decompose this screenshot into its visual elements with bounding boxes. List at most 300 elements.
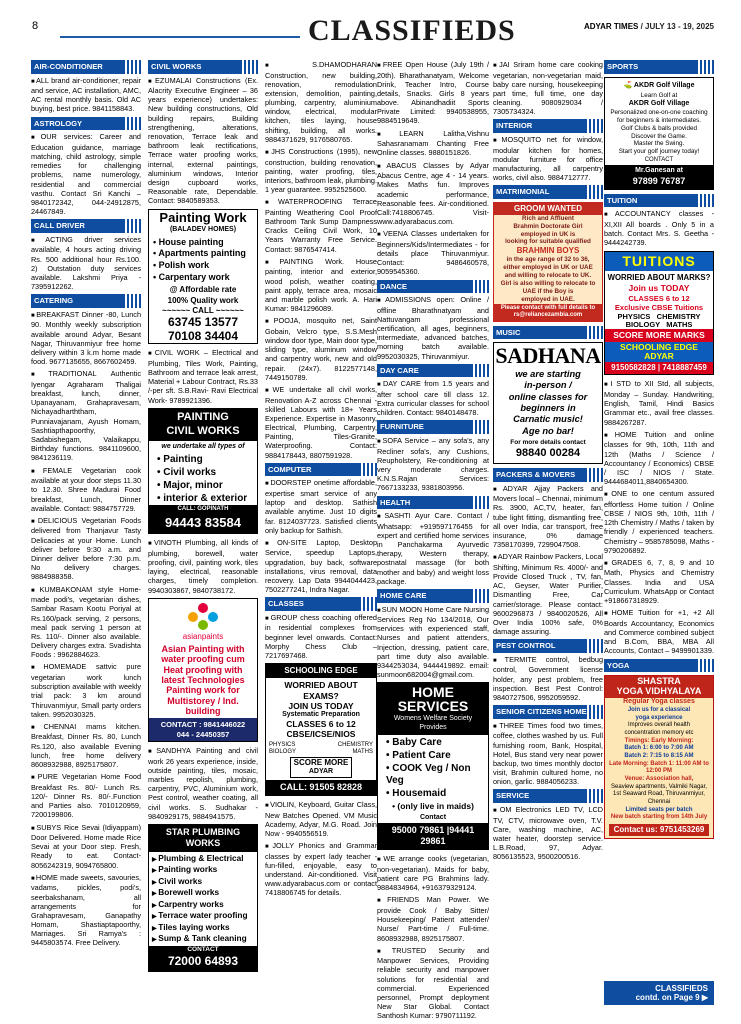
ad-brand [605,342,713,363]
ad-title: HOME SERVICES [378,683,488,715]
ad-line: Systematic Preparation [282,710,360,718]
section-header: FURNITURE [377,420,489,434]
classified-block [377,280,489,361]
classified-block [493,60,603,116]
classified-ad-text: ■ SANDHYA Painting and civil work 26 years experience, inside, outside painting, tiles, mosaic, marbles repolish, plumbing, carpentry, PVC, Aluminium work, Pest control, weather coating, all civil works. S. Sudhakar - 9840929175, 9884941575. [148,746,258,821]
ad-tagline: SCORE MORE MARKS [605,329,713,342]
ad-line: beginners in [520,403,576,414]
ad-line: CBSE/ICSE/NIOS [286,729,356,740]
publication-name: ADYAR TIMES [583,22,639,31]
classified-ad-text: ■ OUR services: Career and Education guidance, marriage matching, child astrology, simple remedies for challenging problems, name numerology, residential and commercial vasthu. Contact Sri Kanchi – 9840172342, 044-24912875, 24467849. [31,132,141,216]
continued-on-page-link[interactable] [604,981,714,1005]
ad-tagline-text: SCORE MORE [293,757,349,767]
classified-block [265,800,377,898]
ad-list-item: • Civil works [157,466,249,479]
classified-ad-text: ■ HOME Tuition for +1, +2 All Boards Accountancy, Economics and Commerce combined subject and B.Com, BBA, MBA All Accounts, Contact – 9499901339. [604,608,714,655]
classified-ad [377,161,489,227]
classified-ad-text: ■ OM Electronics LED TV, LCD TV, CTV, microwave oven, T.V. Care, washing machine, AC, water heater, doorstep service. L.B.Road, 97, Adyar. 8056135523, 9500200516. [493,805,603,861]
classified-ad-text: ■ CIVIL WORK – Electrical and Plumbing, Tiles Work, Painting, Bathroom and terrace leak arrest, Material + Labour Contract, Rs.33 /-per sft. S.B.Ravi- Ravi Electrical Work- 9789921396. [148,348,258,404]
classified-ad [265,316,377,382]
footer-contd: contd. on Page 9 ▶ [635,993,708,1003]
column-6 [604,58,714,843]
ad-title [605,676,713,698]
classified-ad-text: ■ HOME made sweets, savouries, vadams, pickles, podi's, seerbakshanam, all arrangements for Grahapravesam, Ganapathy Homam, Shastiaptapoorthy, Marriages. Sri Ramya's : 9445803574. Free Delivery. [31,873,141,948]
classified-ad-text: ■ ADYAR Ajjay Packers and Movers local – Chennai, minimum Rs. 3900, AC,TV, heater, fan, tube light fitting, dismantling free, all over India, car transport, free insurance, 0% damage 7358170399, 7299047508. [493,484,603,550]
footer-label: CLASSIFIEDS [655,984,708,993]
classified-ad [493,655,603,702]
ad-list-item: • Painting [157,453,249,466]
ad-title: SCHOOLING EDGE [266,664,376,678]
classified-ad [377,60,489,126]
ad-body [266,678,376,741]
classified-ad-text: ■ SUBYS Rice Sevai (Idiyappam) Door Delivered. Home made Rice Sevai at your Door step. Fresh, Ready to eat. Contact- 8056242319, 9094765800. [31,823,141,870]
ad-call: CALL: GOPINATH [149,505,257,515]
dateline [584,22,714,31]
classified-ad [377,229,489,276]
classified-ad-text: ■ DOORSTEP onetime affordable, expertise smart service of any laptop and desktop. Sathish available anytime. Just 10 digits far. 8124037723. Satisfied clients only backup for Sathish. [265,478,377,534]
classified-ad [148,348,258,404]
section-header: CATERING [31,294,141,308]
ad-list-item: ▶ Sump & Tank cleaning [152,933,254,945]
section-header: COMPUTER [265,463,377,477]
ad-location: ADYAR [308,767,334,775]
ad-line: in the age range of 32 to 36, [506,256,590,264]
ad-line: JOIN US TODAY [288,700,354,711]
ad-body [605,91,713,157]
section-header: AIR-CONDITIONER [31,60,141,74]
classified-block [493,326,603,340]
classified-ad [377,511,489,586]
ad-list-item: • Carpentary work [153,272,253,284]
ad-org: Womens Welfare Society [393,715,473,723]
classified-ad-text: ■ PURE Vegetarian Home Food Breakfast Rs. 80/- Lunch Rs. 120/- Dinner Rs. 80/-.Function and Parties also. 7010120959, 7200199806. [31,772,141,819]
classified-ad [604,379,714,426]
classified-ad-text: ■ VIOLIN, Keyboard, Guitar Class, New Batches Opened. VM Music Academy, Adyar, M.G. Road. Join Now - 9940556519. [265,800,377,838]
subject-label: PHYSICS [617,311,651,321]
ad-line: Limited seats per batch [625,806,693,813]
ad-line: Master the Swing. [633,140,685,148]
ad-phone: 94443 83584 [149,515,257,533]
classified-ad [265,841,377,897]
ad-line: WORRIED ABOUT EXAMS? [284,680,358,701]
ad-title-line: CIVIL WORKS [166,424,240,437]
ad-title [149,409,257,441]
ad-title-line: SHASTRA [637,676,681,687]
ad-line: Rich and Affluent [522,214,574,222]
ad-list-item: • Polish work [153,260,253,272]
classified-ad-text: ■ HOMEMADE sattvic pure vegetarian work lunch subscription available with weekly trial pack: 3 km around Thiruvanmiyur, Small party orders taken. 9952030325. [31,662,141,718]
ad-quality: 100% Quality work [167,295,239,305]
classified-ad-text: ■ ONE to one centum assured effortless Home tuition / Online CBSE / NIOS 9th, 10th, 11th / 12th Chemistry / Maths / taken by friendly / experienced teachers. Chemistry – 9585785098, Maths - 9790206892. [604,489,714,555]
ad-list-item: • interior & exterior [157,492,249,505]
classified-block [31,60,141,948]
classified-ad-text: ■ WE undertake all civil works, Renovation A-Z across Chennai - skilled Labours with 18+ Years Experience. Expertise in Masonry, Electrical, Plumbing, Carpentry, Painting, Tiles-Granite, Waterproofing. Contact: 9884178443, 8807591928. [265,385,377,460]
section-header: MUSIC [493,326,603,340]
subject-label: PHYSICS [269,741,296,748]
ad-list-item: ▶ Tiles laying works [152,922,254,934]
brand-name: asianpaints [182,631,224,641]
ad-line: for beginners & intermediates. [616,116,701,124]
home-services-ad [377,682,489,850]
ad-list [149,852,257,946]
classified-block [377,420,489,492]
classified-ad-text: ■ POOJA, mosquito net, Saint Gobain, Velcro type, S.S.Mesh window door type, Main door type, sliding type, aluminum window and carpentry work, new and old repair. (24x7). 8122577148, 7449150789. [265,316,377,382]
section-header: PEST CONTROL [493,639,603,653]
ad-line: Timings: Early Morning: [624,737,694,744]
ad-contact: Contact [419,813,447,821]
classified-ad [31,369,141,462]
ad-subtitle [378,715,488,735]
classified-ad-text: ■ ALL brand air-conditioner, repair and service, AC installation, AMC, AC rental monthly basis. Old AC buying, best price. 9841158843. [31,76,141,114]
ad-highlight: BRAHMIN BOYS [516,246,580,256]
section-header: TUITION [604,194,714,208]
ad-line: either employed in UK or UAE [503,264,593,272]
classified-ad [493,484,603,550]
ad-phone: 98840 00284 [515,447,581,460]
classified-ad [31,76,141,114]
classified-ad [31,823,141,870]
classified-ad-text: ■ ABACUS Classes by Adyar Abacus Centre, age 4 - 14 years. Makes Maths fun. Improves academic performance, Reasonable fees. Air-conditioned. Call:7418806745. Visit-www.adyarabacus.com. [377,161,489,227]
ad-line: WORRIED ABOUT MARKS? [607,273,711,283]
ad-title: SADHANA [495,343,601,369]
classified-ad [493,552,603,636]
ad-list-item: ▶ Plumbing & Electrical [152,853,254,865]
civil-works-ad [148,408,258,534]
classified-ad [31,132,141,216]
ad-title: GROOM WANTED [494,203,602,215]
classified-ad [265,538,377,594]
section-header: HOME CARE [377,589,489,603]
ad-line: Brahmin Doctorate Girl [513,222,583,230]
groom-wanted-ad [493,202,603,322]
ad-line: in-person / [524,380,572,391]
schooling-edge-ad [265,663,377,796]
ad-line: Age no bar! [522,425,574,436]
classified-ad [31,722,141,769]
tuitions-ad [604,251,714,376]
section-header: HEALTH [377,496,489,510]
classified-ad [493,721,603,787]
ad-list [149,453,257,505]
section-header: DANCE [377,280,489,294]
classified-ad-text: ■ ACCOUNTANCY classes - XI,XII All boards . Only 5 in a batch. Contact Mrs. S. Geetha - 9444242739. [604,209,714,247]
classified-ad-text: ■ VINOTH Plumbing, all kinds of plumbing, borewell, water proofing, civil, painting work, tiles laying, electrical, reasonable charges, timely completion. 9940303867, 9840738172. [148,538,258,594]
ad-line: we are starting [515,369,581,380]
classified-block [493,185,603,199]
subject-label: BIOLOGY [625,319,661,329]
ad-list-item: • Housemaid [386,788,480,801]
classified-ad [604,209,714,247]
classified-ad-text: ■ HOME Tuition and online classes for 9th, 10th, 11th and 12th (Maths / Science / Accountancy / Economics) CBSE / ISC / NIOS / State. 9444684011,8840654300. [604,430,714,486]
ad-list-item: • Major, minor [157,479,249,492]
classified-ad [265,613,377,660]
ad-body [494,367,602,439]
section-header: ASTROLOGY [31,117,141,131]
classified-block [604,659,714,673]
classified-ad-text: ■ WE arrange cooks (vegetarian, non-vegetarian). Maids for baby, patient care PG Brahmins lady. 9884834964, +916379329124. [377,854,489,892]
ad-line: and willing to relocate to UK. [504,272,592,280]
ad-phone: CONTACT : 9841446022 [160,720,246,730]
classified-ad-text: ■ DAY CARE from 1.5 years and after school care till class 12. Extra curricular classes for school children. Contact: 9840148478. [377,379,489,417]
ad-list-item: • Apartments painting [153,248,253,260]
classified-ad [148,746,258,821]
subject-label: MATHS [352,749,373,756]
classified-ad [604,558,714,605]
ad-phone: 95000 79861 |94441 29861 [378,823,488,850]
ad-line: looking for suitable qualified [505,238,591,246]
ad-line: Personalized one-on-one coaching [610,108,708,116]
classified-ad-text: ■ TRUSTED Security and Manpower Services, Providing reliable security and manpower solutions for residential and commercial. Experienced personnel, Prompt deployment New Star Global. Contact Santhosh Kumar: 9790711192. [377,946,489,1021]
ad-line: New batch starting from 14th July [610,814,708,821]
ad-line: Venue: Association hall, [624,775,694,782]
classified-block [493,639,603,702]
asian-paints-logo-icon [188,603,218,631]
classified-ad-text: ■ SOFA Service – any sofa's, any Recliner sofa's, any Cushions, Reupholstery, Re-conditioning at very moderate charges. K.N.S.Rajan Services: 7667133233, 9381803956. [377,436,489,492]
classified-ad [493,135,603,182]
classified-ad-text: ■ JHS Constructions (1995), new construction, building renovation, painting, water proofing, tiles, interiors, bathroom leak, plumbing. 1 year guarantee. 9952525600. [265,147,377,194]
ad-phone: 9150582828 | 7418887459 [605,362,713,374]
classified-block [148,538,258,594]
ad-phone: Contact us: 9751453269 [609,824,709,836]
classified-ad [604,608,714,655]
classified-ad-text: ■ ADMISSIONS open: Online / offline Bharathnatyam and Nattuvangam professional certification, all ages, beginners, intermediate, advanced batches, morning batch available. 9952030325, Thiruvanmiyur. [377,295,489,361]
ad-phone: 72000 64893 [149,954,257,971]
classified-ad-text: ■ ON-SITE Laptop, Desktop Service, speedup Laptops, upgradation, buy back, software installations, virus removal, data recovery. Lap Data 9944044423, 7502277241, Indra Nagar. [265,538,377,594]
classified-ad [377,129,489,158]
ad-contact [149,718,257,741]
classified-block [493,705,603,786]
golf-logo-icon: ⛳ AKDR Golf Village [623,81,695,89]
classified-block [148,60,258,206]
logo-text: AKDR Golf Village [633,81,695,89]
classified-ad-text: ■ DELICIOUS Vegetarian Foods delivered from Thanjavur Tasty Delicacies at your Home. Lunch deliver before 9:30 a.m. and Dinner deliver before 7:30 p.m. No delivery charges. 9884988358. [31,516,141,582]
classified-ad [265,257,377,313]
ad-phone: 044 - 24450357 [176,729,230,739]
ad-line: Join us for a classical [627,706,691,713]
page-number: 8 [32,20,39,32]
classified-ad [493,60,603,116]
classified-ad [31,310,141,366]
ad-contact: CONTACT [644,157,674,164]
classified-ad [377,436,489,492]
classified-ad [31,235,141,291]
classified-ad [493,805,603,861]
ad-rate: @ Affordable rate [169,285,237,295]
ad-line: CLASSES 6 to 12 [628,293,690,303]
classified-ad [31,585,141,660]
ad-list-item: • COOK Veg / Non Veg [386,763,480,789]
classified-block [493,789,603,861]
ad-line: online classes for [508,391,588,402]
ad-contact [494,304,602,321]
classified-ad [377,605,489,680]
subject-label: CHEMISTRY [656,311,701,321]
classified-ad-text: ■ ADYAR Rainbow Packers, Local Shifting, Minimum Rs. 4000/- and Provide Closed Truck , TV, fan, AC, Geyser, Water Purifier, Dismantling Free, Car carrier/storage. Please contact: 9600296873 / 9840020526, All Over India 100% safe, 0% damage assuring. [493,552,603,636]
subject-label: CHEMISTRY [337,741,373,748]
classified-ad [31,662,141,718]
subject-row [605,321,713,329]
classified-block [265,463,377,595]
classified-ad [31,466,141,513]
section-header: YOGA [604,659,714,673]
classified-ad [265,147,377,194]
ad-brand-name: SCHOOLING EDGE [620,341,698,352]
classified-ad [265,478,377,534]
section-header: SENIOR CITIZENS HOME [493,705,603,719]
subject-label: MATHS [666,319,693,329]
classified-ad [377,379,489,417]
ad-email: rs@reliancezambia.com [513,312,583,318]
ad-call: ~~~~~~ CALL ~~~~~~ [162,305,244,315]
ad-line: employed in UK is [520,230,576,238]
classified-ad-text: ■ LEARN Lalitha,Vishnu Sahasranamam Chanting Free Online classes. 9880151826. [377,129,489,158]
classified-ad-text: ■ CHENNAI mams kitchen. Breakfast, Dinner Rs. 80, Lunch Rs.120, also available Evening lunch, free home delivery 8608932988, 8925175807. [31,722,141,769]
ad-list-item: ▶ Civil works [152,876,254,888]
ad-list [378,735,488,814]
ad-phone: 70108 34404 [167,328,239,343]
column-1 [31,58,141,951]
akdr-golf-ad [604,77,714,190]
classified-block [604,379,714,655]
section-header: SPORTS [604,60,714,74]
classified-ad-text: ■ PAINTING Work. House painting, interior and exterior, wood polish, weather coating, paint apply, terrace area, mosaic and marble polish work. A. Hari Kumar: 9841296089. [265,257,377,313]
ad-line: Exclusive CBSE Tuitions [614,303,704,313]
classified-block [265,60,377,460]
section-header: CALL DRIVER [31,219,141,233]
ad-title: Painting Work [159,209,247,225]
ad-note: • (only live in maids) [386,801,480,812]
ad-line: Join us TODAY [628,282,690,293]
ad-line: Seaview apartments, Valmiki Nagar, [611,783,707,790]
classified-ad [148,76,258,206]
yoga-ad [604,675,714,839]
ad-list-item: ▶ Painting works [152,864,254,876]
classified-block [493,468,603,636]
ad-list-item: ▶ Terrace water proofing [152,910,254,922]
classified-ad [604,430,714,486]
ad-location: ADYAR [644,351,674,362]
classified-ad-text: ■ GRADES 6, 7, 8, 9 and 10 Math, Physics and Chemistry Classes. India and USA Curriculum. WhatsApp or Contact +918667318929. [604,558,714,605]
classified-block [377,60,489,277]
ad-contact: CONTACT [149,946,257,954]
ad-line: Batch 2: 7:15 to 8:15 AM [624,752,694,759]
ad-phone: 63745 13577 [167,314,239,329]
ad-subtitle: we undertake all types of [161,442,245,450]
classified-ad [377,854,489,892]
section-header: MATRIMONIAL [493,185,603,199]
ad-list-item: • House painting [153,237,253,249]
star-plumbing-ad [148,824,258,972]
ad-list [149,235,257,286]
classified-ad [265,60,377,144]
classified-block [604,194,714,248]
column-3 [265,58,377,901]
classified-ad [604,489,714,555]
classified-ad-text: ■ ACTING driver services available, 4 hours acting driving Rs. 500 additional hour Rs.100. 2) Outstation duty services available. Lakshmi Priya - 7395912262. [31,235,141,291]
ad-subtitle: Regular Yoga classes [623,697,695,705]
classified-ad-text: ■ BREAKFAST Dinner -80, Lunch 90. Monthly weekly subscription available around Adyar, Besant Nagar, Thiruvanmiyur free home delivery within 3 k.m home made food. 9677135655, 8667602459. [31,310,141,366]
ad-line: Carnatic music! [513,414,583,425]
ad-provides: Provides [419,724,447,732]
classified-block [377,854,489,1020]
ad-title-line: YOGA VIDHYALAYA [616,685,702,696]
subject-row [266,749,376,757]
classified-ad-text: ■ SASHTI Ayur Care. Contact / Whatsapp: +919597176455 for expert and certified home services in Panchakarma Ayurvedic therapy, Western therapy, postnatal massage (for both mother and baby) and weight loss package. [377,511,489,586]
ad-line: Start your golf journey today! [618,148,700,156]
section-header: DAY CARE [377,364,489,378]
column-5 [493,58,603,865]
classified-ad-text: ■ TERMITE control, bedbug control, Government license holder, any pest problem, free inspection. Best Pest Control: 9840727506, 9952059592. [493,655,603,702]
ad-contact: For more details contact [510,439,586,447]
ad-line: Improves overall health [627,722,691,729]
classified-ad [265,385,377,460]
classified-ad [265,197,377,253]
classified-ad-text: ■ FEMALE Vegetarian cook available at your door steps 11.30 to 12.30. Shree Madurai Food breakfast, Lunch, Dinner available. Contact: 9884757729. [31,466,141,513]
classified-ad-text: ■ I STD to XII Std, all subjects, Monday – Sunday. Handwriting, English, Tamil, Hindi Basics Grammar etc., avail free classes. 9884267287. [604,379,714,426]
section-header: SERVICE [493,789,603,803]
masthead: CLASSIFIEDS [300,14,524,48]
classified-block [377,589,489,679]
classified-block [377,496,489,586]
subject-row [266,742,376,750]
section-header: CIVIL WORKS [148,60,258,74]
ad-line: Discover the Game. [631,132,687,140]
ad-title: TUITIONS [605,252,713,272]
classified-block [493,119,603,182]
page-header [30,14,714,50]
section-header: PACKERS & MOVERS [493,468,603,482]
classified-ad [377,295,489,361]
ad-list-item: • Baby Care [386,737,480,750]
classified-block [148,348,258,404]
ad-line: 1st Seaward Road, Thiruvanmiyur, Chennai [613,791,705,805]
ad-line: UAE if the Boy is [522,287,574,295]
classified-ad [148,538,258,594]
classified-ad-text: ■ TRADITIONAL Authentic Iyengar Agraharam Thaligai breakfast, lunch, dinner, Upanayanam, Grahapravesam, Nichayadharththam, Punniavajanam, Ayush Homam, Sashtiapthapoorthy, Sadabishegam, Valaikappu, Birthday functions. 9841109600, 9841236119. [31,369,141,462]
classified-block [377,364,489,418]
ad-list-item: • Patient Care [386,750,480,763]
classified-ad-text: ■ MOSQUITO net for window, modular kitchen for homes, modular furniture for office manufacturing, all carpentry works, civil also. 9884712777. [493,135,603,182]
ad-line: AKDR Golf Village [628,100,690,108]
classified-ad [31,516,141,582]
column-4 [377,58,489,1024]
classified-ad-text: ■ EZUMALAI Constructions (Ex. Alacrity Executive Engineer – 36 years experience) undertakes: New building constructions, Old building repairs, Building strengthening, alterations, renovation, Terrace leak and bathroom leak rectifications, Terrace water proofing works, internal, external paintings, aluminium windows, Interior design cupboard works, Reasonable rate, Dependable. Contact: 9840589353. [148,76,258,206]
ad-title-line: PAINTING [177,410,229,423]
classified-ad-text: ■ FREE Open House (July 19th / 20th). Bharathanatyam, Welcome Drink, Teacher Intro, Course details, Snacks. Girls 8 years above. Abinandhadiit Sports Private Limited: 9940538955, 9884519649. [377,60,489,126]
ad-subtitle: (BALADEV HOMES) [169,225,237,233]
classified-ad-text: ■ JOLLY Phonics and Grammar classes by expert lady teacher - fun-filled, enjoyable, easy to understand. Air-conditioned. Visit www.adyarabacus.com or contact 7418806745 for details. [265,841,377,897]
ad-line: Batch 1: 6:00 to 7:00 AM [624,745,694,752]
classified-block [604,60,714,74]
section-header: INTERIOR [493,119,603,133]
classified-block [265,597,377,660]
classified-ad [377,895,489,942]
ad-line: yoga experience [635,714,683,721]
ad-contact-name: Mr.Ganesan at [635,166,683,174]
ad-line: Golf Clubs & balls provided [621,124,697,132]
classified-ad [31,772,141,819]
ad-phone: CALL: 91505 82828 [266,780,376,795]
issue-date: / JULY 13 - 19, 2025 [640,22,714,31]
ad-line: concentration memory etc [624,729,694,736]
classified-ad-text: ■ WATERPROOFING Terrace Painting Weathering Cool Proof Bathroom Tank Sump Dampness Cracks Ceiling Civil Work, 10 Years Warranty Free Service. Contact: 9876547414. [265,197,377,253]
ad-line: Learn Golf at [640,92,678,100]
classified-ad-text: ■ JAI Sriram home care cooking vegetarian, non-vegetarian maid, baby care nursing, housekeeping part time, full time, one day cleaning. 9080929034 / 7305734324. [493,60,603,116]
classified-ad [31,873,141,948]
classified-ad-text: ■ SUN MOON Home Care Nursing Services Reg No 134/2018, Our services with experienced staff, Nurses and patient attenders, Injection, dressing, patient care, part time duty also available. 9344253034, 9444419892. email: sunmoon682004@gmail.com. [377,605,489,680]
classified-ad-text: ■ GROUP chess coaching offered in residential complexes from beginner level onwards. Contact: Morphy Chess Club – 7217697468. [265,613,377,660]
classified-ad-text: ■ VEENA Classes undertaken for Beginners/Kids/Intermediates - for details place Thiruvanmiyur. Contact: 9486460578, 9059545360. [377,229,489,276]
